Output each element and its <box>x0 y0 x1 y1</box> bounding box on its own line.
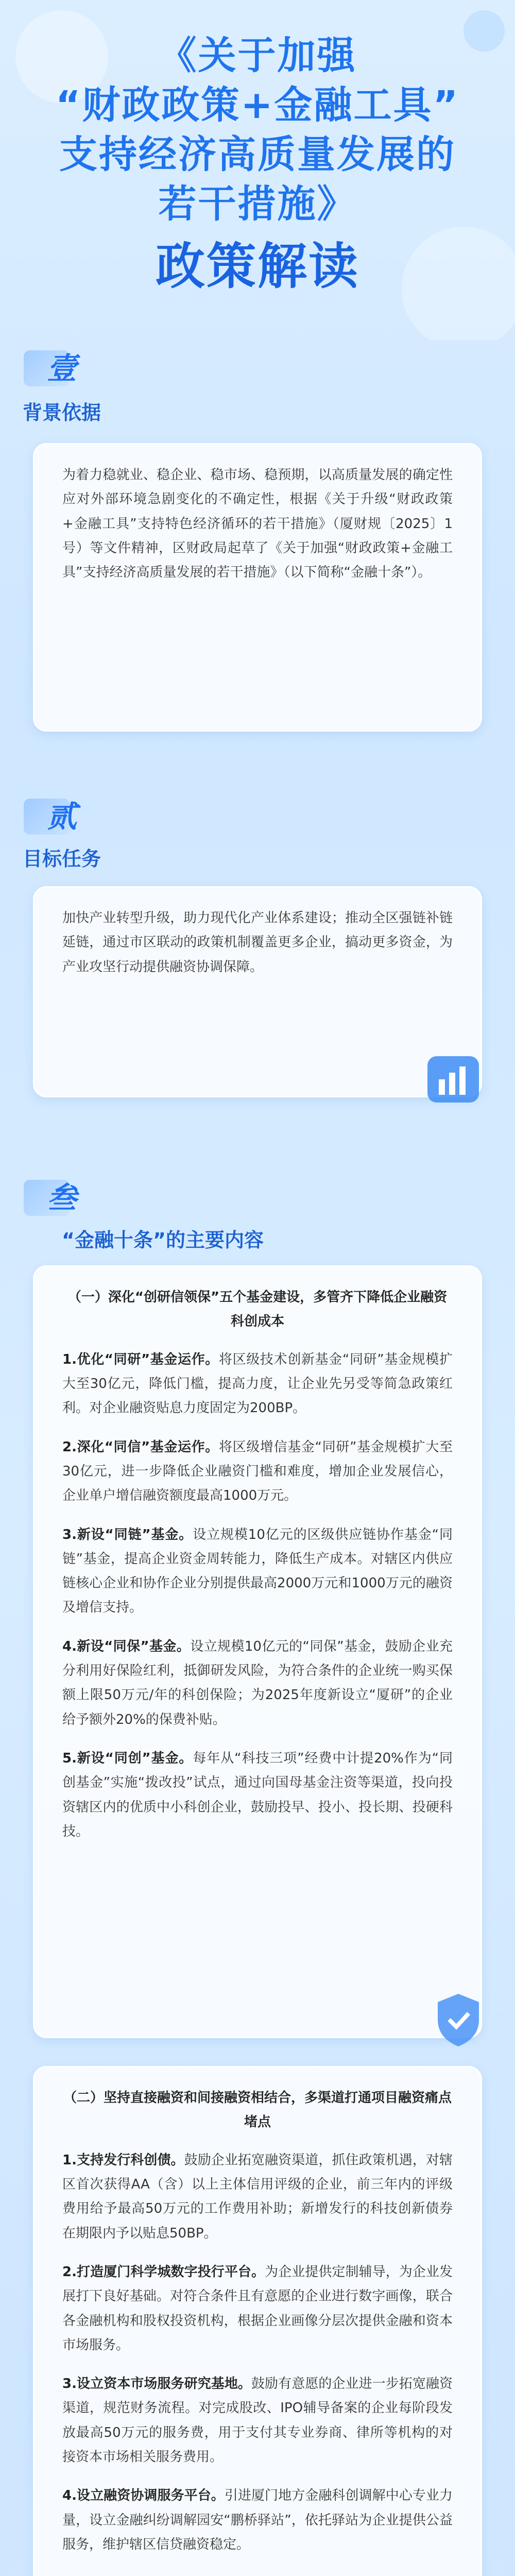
group-1-item-1 <box>62 1348 453 1421</box>
section-title-goals: 目标任务 <box>23 848 101 870</box>
hero-title-line-3: 支持经济高质量发展的 <box>59 132 456 177</box>
group-1-item-4-lead: 4.新设“同保”基金。 <box>62 1638 191 1654</box>
group-1-item-3-lead: 3.新设“同链”基金。 <box>62 1527 193 1543</box>
group-2-item-4-text: 引进厦门地方金融科创调解中心专业力量，设立金融纠纷调解园安“鹏桥驿站”，依托驿站为企业提供公益服务，维护辖区信贷融资稳定。 <box>62 2488 453 2552</box>
group-2-item-1 <box>62 2148 453 2246</box>
group-1-item-3-text: 设立规模10亿元的区级供应链协作基金“同链”基金，提高企业资金周转能力，降低生产成本。对辖区内供应链核心企业和协作企业分别提供最高2000万元和1000万元的融资及增信支持。 <box>62 1527 453 1616</box>
group-1-item-5-text: 每年从“科技三项”经费中计提20%作为“同创基金”实施“拨改投”试点，通过向国母基金注资等渠道，投向投资辖区内的优质中小科创企业，鼓励投早、投小、投长期、投硬科技。 <box>62 1751 453 1839</box>
content-card-group-2 <box>33 2066 482 2576</box>
hero-title-line-1: 《关于加强 <box>158 33 357 78</box>
section-number-2: 贰 <box>31 793 93 835</box>
group-1-item-5-lead: 5.新设“同创”基金。 <box>62 1751 193 1766</box>
group-2-item-3-lead: 3.设立资本市场服务研究基地。 <box>62 2376 251 2392</box>
section-background <box>0 340 515 742</box>
group-1-subhead: （一）深化“创研信领保”五个基金建设，多管齐下降低企业融资科创成本 <box>67 1290 448 1330</box>
goals-text: 加快产业转型升级，助力现代化产业体系建设；推动全区强链补链延链，通过市区联动的政策机制覆盖更多企业，搞动更多资金，为产业攻坚行动提供融资协调保障。 <box>62 910 453 975</box>
section-title-main-content: “金融十条”的主要内容 <box>62 1229 264 1251</box>
group-1-item-1-text: 将区级技术创新基金“同研”基金规模扩大至30亿元，降低门槛，提高力度，让企业先另受等简急政策红利。对企业融资贴息力度固定为200BP。 <box>62 1351 453 1416</box>
goals-card <box>33 886 482 1097</box>
group-2-item-1-text: 鼓励企业拓宽融资渠道，抓住政策机遇，对辖区首次获得AA（含）以上主体信用评级的企业，前三年内的评级费用给予最高50万元的工作费用补助；新增发行的科技创新债券在期限内予以贴息50BP。 <box>62 2152 453 2241</box>
hero-banner <box>0 0 515 340</box>
group-2-item-3 <box>62 2372 453 2469</box>
section-title-background: 背景依据 <box>23 401 101 424</box>
group-1-item-2 <box>62 1435 453 1509</box>
group-2-subhead: （二）坚持直接融资和间接融资相结合，多渠道打通项目融资痛点堵点 <box>63 2090 452 2130</box>
group-2-item-3-text: 鼓励有意愿的企业进一步拓宽融资渠道，规范财务流程。对完成股改、IPO辅导备案的企业每阶段发放最高50万元的服务费，用于支付其专业券商、律所等机构的对接资本市场相关服务费用。 <box>62 2376 453 2465</box>
group-1-item-3 <box>62 1523 453 1620</box>
section-number-1: 壹 <box>31 345 93 386</box>
group-1-item-5 <box>62 1747 453 1844</box>
shield-icon <box>427 1989 489 2050</box>
group-2-item-4-lead: 4.设立融资协调服务平台。 <box>62 2488 225 2504</box>
section-goals <box>0 793 515 1195</box>
group-1-item-2-text: 将区级增信基金“同研”基金规模扩大至30亿元，进一步降低企业融资门槛和难度，增加企业发展信心，企业单户增信融资额度最高1000万元。 <box>62 1439 453 1504</box>
background-text: 为着力稳就业、稳企业、稳市场、稳预期，以高质量发展的确定性应对外部环境急剧变化的不确定性，根据《关于升级“财政政策+金融工具”支持特色经济循环的若干措施》（厦财规〔2025〕1号）等文件精神，区财政局起草了《关于加强“财政政策+金融工具”支持经济高质量发展的若干措施》（以下简称“金融十条”）。 <box>62 467 453 581</box>
group-1-item-2-lead: 2.深化“同信”基金运作。 <box>62 1439 219 1455</box>
hero-title-policy-interpretation: 政策解读 <box>156 238 359 295</box>
group-1-item-1-lead: 1.优化“同研”基金运作。 <box>62 1351 219 1367</box>
section-main-content <box>0 1175 515 2576</box>
content-card-group-1 <box>33 1265 482 2038</box>
section-number-3: 叁 <box>31 1175 93 1216</box>
background-card <box>33 443 482 732</box>
hero-title-line-4: 若干措施》 <box>158 182 357 226</box>
group-2-item-2-lead: 2.打造厦门科学城数字投行平台。 <box>62 2264 265 2280</box>
group-2-item-2 <box>62 2260 453 2358</box>
group-2-item-1-lead: 1.支持发行科创债。 <box>62 2152 184 2168</box>
hero-title-line-2: “财政政策+金融工具” <box>55 83 460 127</box>
group-1-item-4-text: 设立规模10亿元的“同保”基金，鼓励企业充分利用好保险红利，抵御研发风险，为符合条件的企业统一购买保额上限50万元/年的科创保险；为2025年度新设立“厦研”的企业给予额外20%的保费补贴。 <box>62 1638 453 1727</box>
group-2-item-4 <box>62 2484 453 2557</box>
group-1-item-4 <box>62 1635 453 1732</box>
finance-chart-icon <box>422 1051 489 1113</box>
group-2-item-2-text: 为企业提供定制辅导，为企业发展打下良好基础。对符合条件且有意愿的企业进行数字画像，联合各金融机构和股权投资机构，根据企业画像分层次提供金融和资本市场服务。 <box>62 2264 453 2353</box>
